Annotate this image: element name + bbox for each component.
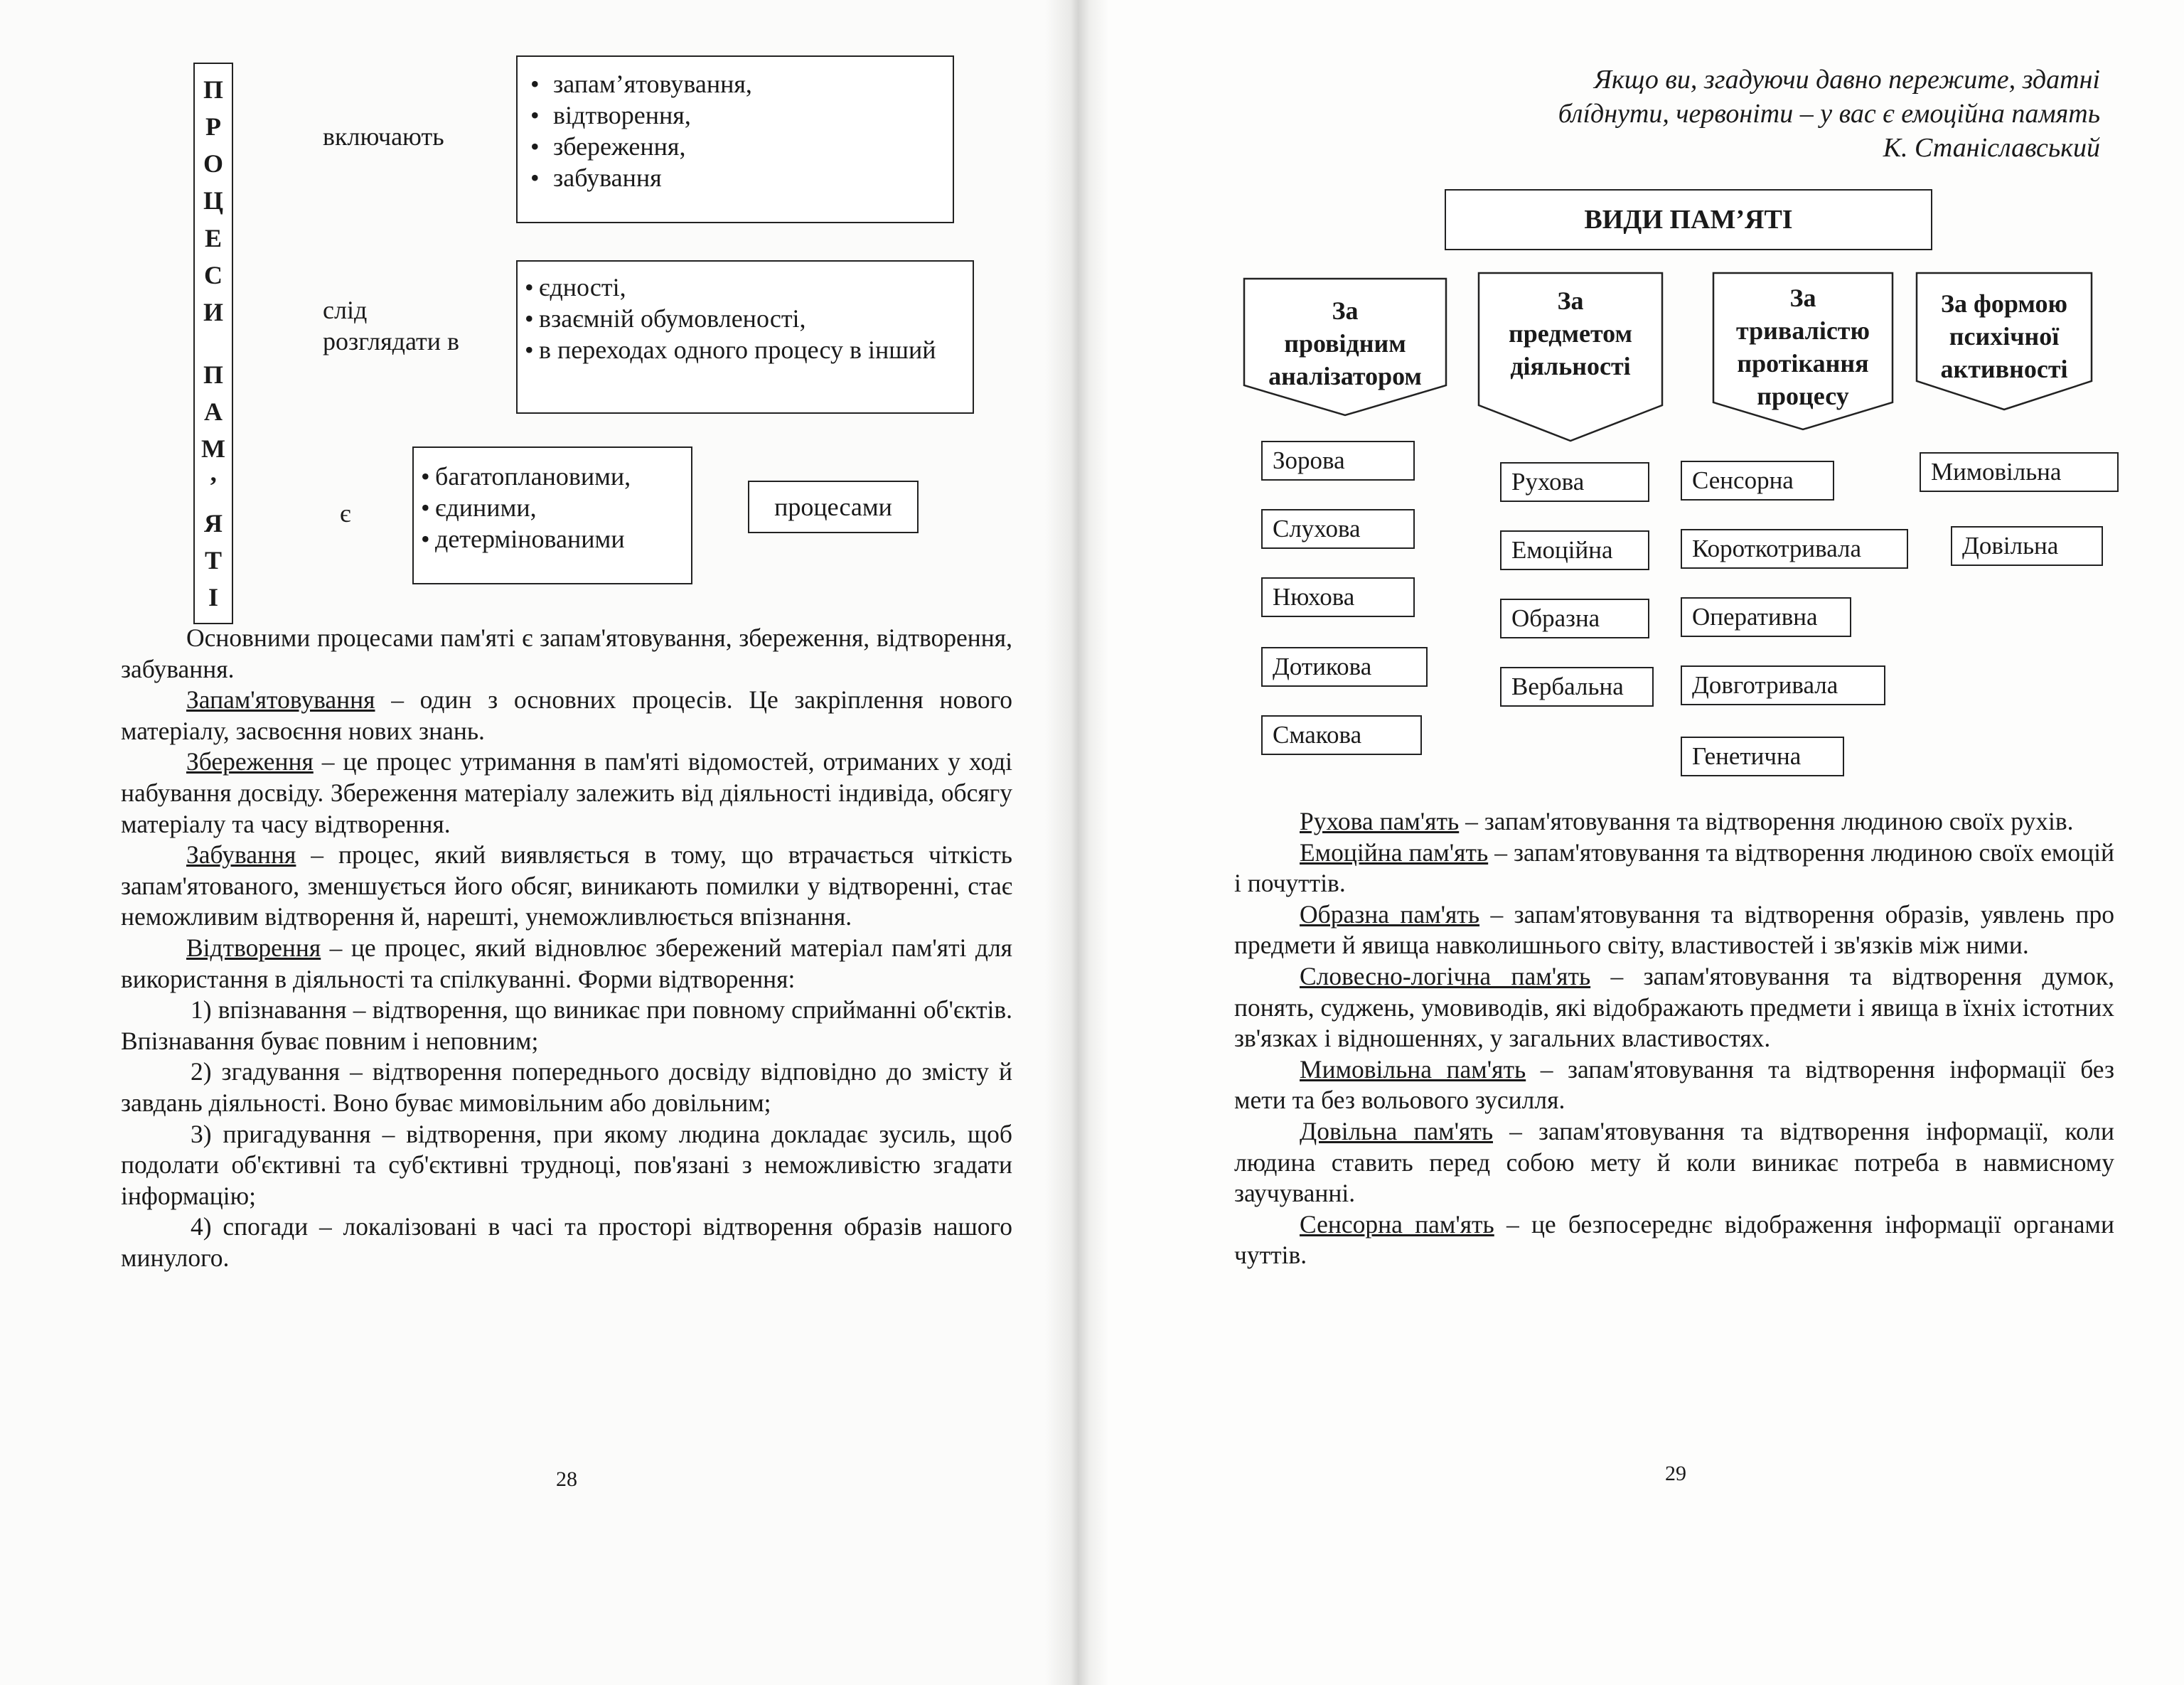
left-body-text xyxy=(121,623,1012,1273)
row2-list xyxy=(525,272,965,365)
list-item: • забування xyxy=(528,162,752,193)
list-item: • збереження, xyxy=(528,131,752,162)
definition-paragraph: Довільна пам'ять – запам'ятовування та відтворення інформації, коли людина ставить перед собою мету й коли виникає потреба в навмисному заучуванні. xyxy=(1234,1116,2114,1208)
row3-box xyxy=(412,446,692,584)
memory-type-box: Вербальна xyxy=(1500,667,1654,707)
definition-paragraph: Запам'ятовування – один з основних процесів. Це закріплення нового матеріалу, засвоєння нових знань. xyxy=(121,685,1012,745)
category-form: За формою психічної активності xyxy=(1915,272,2093,411)
intro-paragraph: Основними процесами пам'яті є запам'ятовування, збереження, відтворення, забування. xyxy=(121,624,1012,683)
list-item: • єдиними, xyxy=(421,492,631,523)
memory-type-box: Оперативна xyxy=(1681,597,1851,637)
memory-type-box: Довготривала xyxy=(1681,665,1885,705)
memory-type-box: Зорова xyxy=(1261,441,1415,481)
epigraph: Якщо ви, згадуючи давно пережите, здатні блíднути, червоніти – у вас є емоційна память К. Станіславський xyxy=(1558,65,2100,163)
memory-type-box: Довільна xyxy=(1951,526,2103,566)
definition-paragraph: Мимовільна пам'ять – запам'ятовування та відтворення інформації без мети та без вольового зусилля. xyxy=(1234,1054,2114,1115)
memory-type-box: Рухова xyxy=(1500,462,1649,502)
list-item: • відтворення, xyxy=(528,100,752,131)
row3-label: є xyxy=(340,499,351,528)
definition-paragraph: Забування – процес, який виявляється в тому, що втрачається чіткість запам'ятованого, зменшується його обсяг, виникають помилки у відтворенні, стає неможливим відтворення й, нарешті, унеможливлюється впізнання. xyxy=(121,840,1012,931)
memory-type-box: Генетична xyxy=(1681,737,1844,776)
page-number: 28 xyxy=(556,1467,577,1491)
category-analyzer: За провідним аналізатором xyxy=(1243,277,1447,417)
memory-type-box: Сенсорна xyxy=(1681,461,1834,501)
form-item: 1) впізнавання – відтворення, що виникає при повному сприйманні об'єктів. Впізнавання буває повним і неповним; xyxy=(121,995,1012,1055)
definition-paragraph: Словесно-логічна пам'ять – запам'ятовування та відтворення думок, понять, суджень, умовиводів, які відображають предмети і явища в їхніх істотних зв'язках і відношеннях, у загальних властивостях. xyxy=(1234,961,2114,1053)
list-item: • в переходах одного процесу в інший xyxy=(525,334,965,365)
memory-type-box: Дотикова xyxy=(1261,647,1428,687)
list-item: • багатоплановими, xyxy=(421,461,631,492)
page-number: 29 xyxy=(1665,1462,1686,1485)
right-body-text xyxy=(1234,806,2114,1271)
book-gutter xyxy=(1045,0,1109,1685)
row3-list xyxy=(421,461,631,555)
list-item: • запам’ятовування, xyxy=(528,68,752,100)
memory-type-box: Образна xyxy=(1500,599,1649,638)
memory-type-box: Нюхова xyxy=(1261,577,1415,617)
list-item: • єдності, xyxy=(525,272,965,303)
list-item: • детермінованими xyxy=(421,523,631,555)
form-item: 4) спогади – локалізовані в часі та просторі відтворення образів нашого минулого. xyxy=(121,1212,1012,1272)
memory-type-box: Мимовільна xyxy=(1920,452,2119,492)
memory-type-box: Короткотривала xyxy=(1681,529,1908,569)
definition-paragraph: Сенсорна пам'ять – це безпосереднє відображення інформації органами чуттів. xyxy=(1234,1209,2114,1270)
row1-label: включають xyxy=(323,122,444,151)
definition-paragraph: Збереження – це процес утримання в пам'яті відомостей, отриманих у ході набування досвіду. Збереження матеріалу залежить від діяльності індивіда, обсягу матеріалу та часу відтворення. xyxy=(121,747,1012,838)
list-item: • взаємній обумовленості, xyxy=(525,303,965,334)
memory-type-box: Смакова xyxy=(1261,715,1422,755)
definition-paragraph: Рухова пам'ять – запам'ятовування та відтворення людиною своїх рухів. xyxy=(1300,807,2074,835)
form-item: 2) згадування – відтворення попереднього досвіду відповідно до змісту й завдань діяльності. Воно буває мимовільним або довільним; xyxy=(121,1057,1012,1117)
category-activity: За предметом діяльності xyxy=(1477,272,1664,442)
row1-list xyxy=(528,68,752,193)
form-item: 3) пригадування – відтворення, при якому людина докладає зусиль, щоб подолати об'єктивні та суб'єктивні трудноці, пов'язані з неможливістю згадати інформацію; xyxy=(121,1119,1012,1210)
definition-paragraph: Емоційна пам'ять – запам'ятовування та відтворення людиною своїх емоцій і почуттів. xyxy=(1234,838,2114,898)
memory-type-box: Слухова xyxy=(1261,509,1415,549)
row1-box xyxy=(516,55,954,223)
vertical-title: П Р О Ц Е С И П А М ’ Я Т І xyxy=(193,63,233,624)
row2-label: слід розглядати в xyxy=(323,296,460,355)
memory-type-box: Емоційна xyxy=(1500,530,1649,570)
definition-paragraph: Образна пам'ять – запам'ятовування та відтворення образів, уявлень про предмети й явища навколишнього світу, властивостей і зв'язків між ними. xyxy=(1234,899,2114,960)
processes-box: процесами xyxy=(748,481,919,533)
definition-paragraph: Відтворення – це процес, який відновлює збережений матеріал пам'яті для використання в діяльності та спілкуванні. Форми відтворення: xyxy=(121,933,1012,993)
category-duration: За тривалістю протікання процесу xyxy=(1712,272,1894,431)
diagram-title: ВИДИ ПАМ’ЯТІ xyxy=(1445,189,1932,250)
row2-box xyxy=(516,260,974,414)
